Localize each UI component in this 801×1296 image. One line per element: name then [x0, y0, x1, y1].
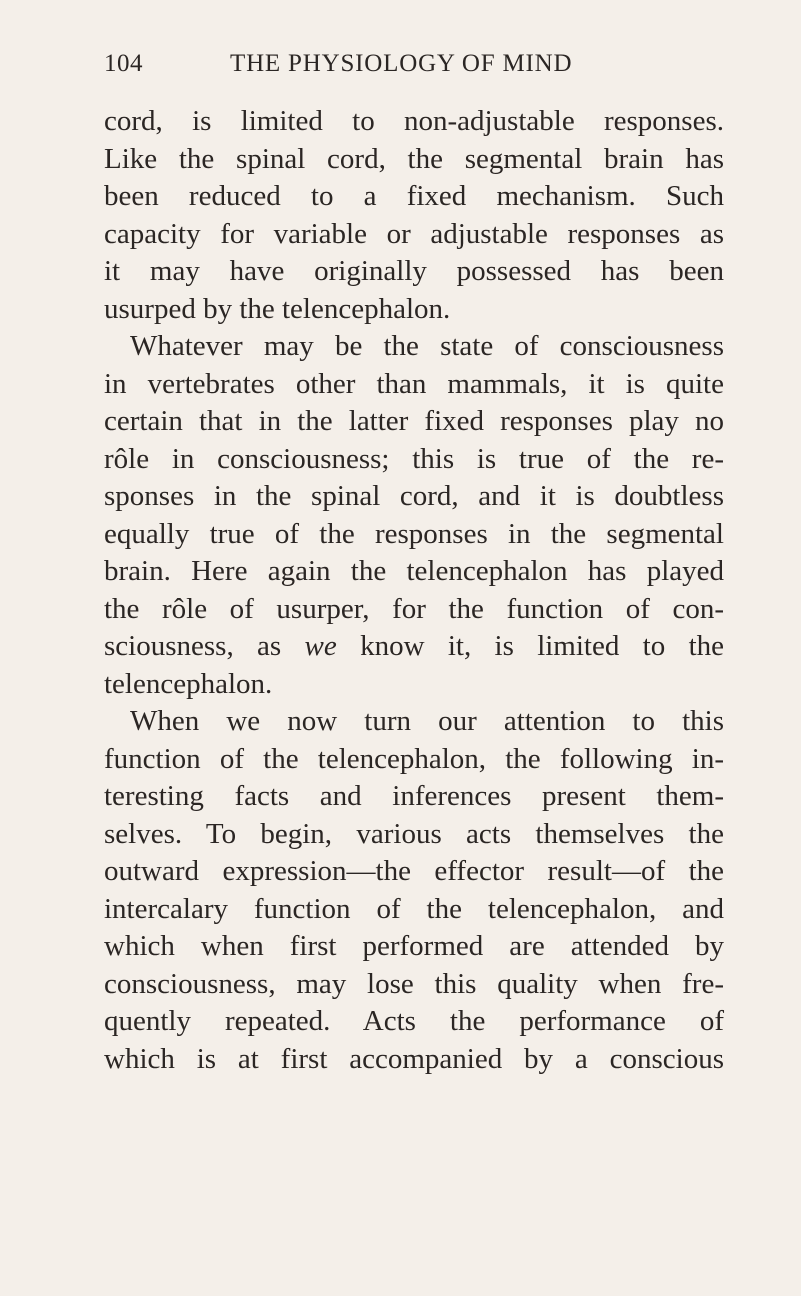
text-line: outward expression—the effector result—of the	[104, 855, 724, 887]
text-line: which when first performed are attended by	[104, 930, 724, 962]
emphasized-word: we	[304, 630, 337, 662]
page-header	[104, 50, 724, 84]
text-line: Like the spinal cord, the segmental brain has	[104, 142, 724, 175]
text-line: intercalary function of the telencephalon, and	[104, 892, 724, 925]
text-line: it may have originally possessed has been	[104, 255, 724, 287]
text-line: brain. Here again the telencephalon has played	[104, 555, 724, 587]
text-line: teresting facts and inferences present them-	[104, 780, 724, 812]
text-line: rôle in consciousness; this is true of the re-	[104, 442, 724, 475]
running-title: THE PHYSIOLOGY OF MIND	[230, 50, 573, 77]
text-line: equally true of the responses in the segmental	[104, 517, 724, 550]
text-line: usurped by the telencephalon.	[104, 292, 451, 325]
paragraph-start-line: Whatever may be the state of consciousness	[130, 330, 724, 362]
text-line: which is at first accompanied by a conscious	[104, 1042, 724, 1075]
body-text	[104, 103, 724, 1078]
text-line: selves. To begin, various acts themselves the	[104, 817, 724, 850]
text-line: capacity for variable or adjustable responses as	[104, 217, 724, 250]
paragraph-start-line: When we now turn our attention to this	[130, 705, 724, 737]
text-line: function of the telencephalon, the following in-	[104, 742, 724, 775]
line-segment: sciousness, as	[104, 630, 282, 662]
text-line: consciousness, may lose this quality when fre-	[104, 967, 724, 1000]
text-line-with-emphasis	[104, 628, 724, 666]
page-number: 104	[104, 50, 143, 77]
text-line: sponses in the spinal cord, and it is doubtless	[104, 480, 724, 512]
text-line: in vertebrates other than mammals, it is quite	[104, 367, 724, 400]
text-line: the rôle of usurper, for the function of con-	[104, 592, 724, 625]
text-line: quently repeated. Acts the performance of	[104, 1005, 724, 1037]
line-segment: know it, is limited to the	[360, 630, 724, 662]
text-line: cord, is limited to non-adjustable responses.	[104, 105, 724, 137]
text-line: been reduced to a fixed mechanism. Such	[104, 180, 724, 212]
text-line: certain that in the latter fixed responses play no	[104, 405, 724, 437]
text-line: telencephalon.	[104, 667, 273, 700]
